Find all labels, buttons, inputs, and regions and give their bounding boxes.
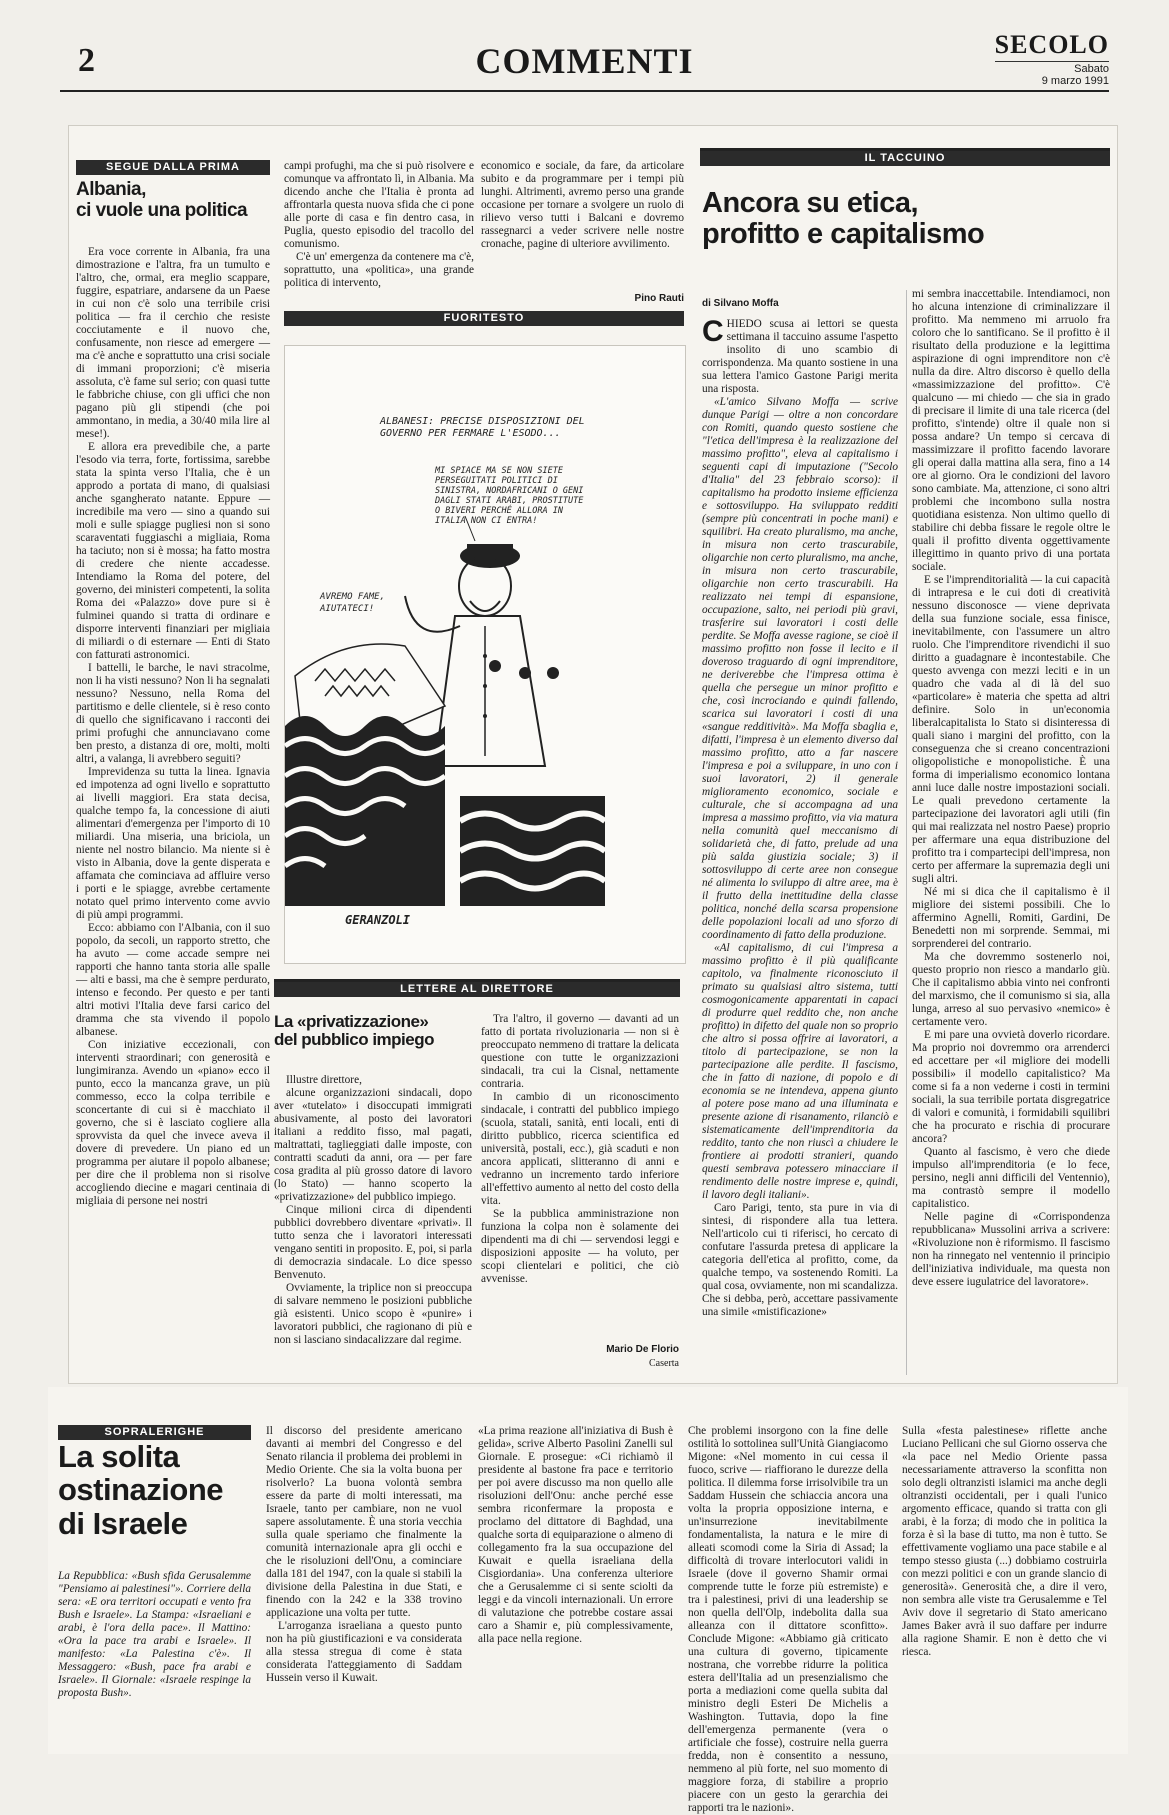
sopralerighe-paragraph: Il discorso del presidente americano davanti ai membri del Congresso e del Senato rilancia il problema dei problemi in Medio Oriente. Che sia la volta buona per risolverlo? La buona volontà sembra essere da parte di molti interessati, ma Israele, tanto per cambiare, non ne vuol sapere assolutamente. È una storia vecchia sulla quale speriamo che finalmente la comunità internazionale apra gli occhi e che le risoluzioni dell'Onu, a cominciare dalla 181 del 1947, con la quale si stabilì la divisione della Palestina in due Stati, e finendo con la 242 e la 338 trovino applicazione una volta per tutte.	[266, 1425, 462, 1619]
taccuino-paragraph: Caro Parigi, tento, sta pure in via di sintesi, di rispondere alla tua lettera. Nell'articolo cui ti riferisci, ho cercato di confutare l'assurda pretesa di applicare la categoria dell'etica al profitto, come, da qualche tempo, va sostenendo Romiti. La qual cosa, ovviamente, non mi scandalizza. Che si debba, però, accettare passivamente una simile «mistificazione»	[702, 1202, 898, 1318]
header-rule	[60, 90, 1109, 92]
cartoon-frame	[284, 345, 686, 964]
sopralerighe-paragraph: «La prima reazione all'iniziativa di Bush è gelida», scrive Alberto Pasolini Zanelli sul Giornale. E prosegue: «Ci richiamò il presidente al bastone fra pace e territorio per poi avere discusso ma non quello alle risoluzioni dell'Onu: anche perché esse sembra riconfermare la proposta e proclamo del dittatore di Baghdad, una qualche sorta di equiparazione o almeno di collegamento fra la sua occupazione del Kuwait e quella israeliana della Cisgiordania». Una conferenza ulteriore che a Gerusalemme ci si sente sciolti da leggi e da vincoli internazionali. Un errore di valutazione che potrebbe costare assai caro a Shamir e, più complessivamente, alla pace nella regione.	[478, 1425, 673, 1645]
taccuino-paragraph: Ma che dovremmo sostenerlo noi, questo proprio non riesco a mandarlo giù. Che il capitalismo abbia vinto nei confronti del marxismo, che il comunismo si sia, alla lunga, arreso al suo pervasivo «nemico» è certamente vero.	[912, 951, 1110, 1028]
lettere-column-2	[481, 1013, 679, 1338]
lettere-column-1	[274, 1074, 472, 1376]
sopralerighe-title-line2: ostinazione	[58, 1472, 224, 1508]
taccuino-kicker: IL TACCUINO	[700, 148, 1110, 166]
lettere-headline	[274, 1013, 474, 1050]
sopralerighe-kicker: SOPRALERIGHE	[58, 1425, 251, 1440]
newspaper-logo: SECOLO	[994, 30, 1109, 59]
albania-kicker: SEGUE DALLA PRIMA	[76, 160, 270, 175]
taccuino-paragraph: «Al capitalismo, di cui l'impresa a massimo profitto è il più qualificante capitolo, va finalmente riconosciuto il primato su qualsiasi altro sistema, tutti cosmogonicamente apparentati in capaci di produrre quel reddito che, non anche profitto) in difetto del quale non so proprio che altro si possa offrire ai lavoratori, a titolo di partecipazione, se non la partecipazione alle perdite. Il fascismo, che in fatto di nazione, di popolo e di economia se ne intendeva, appena giunto al potere pose mano ad una illuminata e presente azione di risanamento, rilanciò e sistematicamente dell'imprenditoria da reddito, tanto che non riuscì a chiudere le frontiere ai prodotti stranieri, quando questi sembrava potessero minacciare il rendimento delle nostre imprese e, quindi, il lavoro degli italiani».	[702, 942, 898, 1201]
taccuino-title-line2: profitto e capitalismo	[702, 218, 985, 251]
albania-paragraph: Era voce corrente in Albania, fra una dimostrazione e l'altra, fra un tumulto e l'altro, che, ormai, era meglio scappare, fuggire, espatriare, andarsene da un Paese in cui non c'è solo una terribile crisi politica — fra il cerchio che resiste cocciutamente e il nuovo che, confusamente, non riesce ad emergere — ma c'è anche e soprattutto una crisi sociale di immani proporzioni; c'è miseria assoluta, c'è fame sul serio; con quasi tutte le fabbriche chiuse, con gli uffici che non pagano più gli stipendi (che poi ammontano, in media, a 30/40 mila lire al mese!).	[76, 246, 270, 440]
sopralerighe-column-4	[688, 1425, 888, 1814]
taccuino-paragraph: Nelle pagine di «Corrispondenza repubblicana» Mussolini arriva a scrivere: «Rivoluzione non è riformismo. Il fascismo non ha rinnegato nel ventennio il principio dell'iniziativa individuale, ma questa non deve essere iugulatrice del lavoratore».	[912, 1211, 1110, 1288]
lettere-city: Caserta	[649, 1358, 679, 1369]
cartoon-caption-title: ALBANESI: PRECISE DISPOSIZIONI DEL GOVERNO PER FERMARE L'ESODO...	[380, 416, 585, 439]
taccuino-paragraph: «L'amico Silvano Moffa — scrive dunque Parigi — oltre a non concordare con Romiti, quando questo sostiene che "l'etica dell'impresa è la realizzazione del massimo profitto", eleva al capitalismo i seguenti capi di imputazione ("Secolo d'Italia" del 23 febbraio scorso): il capitalismo ha prodotto insieme efficienza e sottosviluppo. Ha sviluppato redditi (sempre più concentrati in poche mani) e squilibri. Ha creato pluralismo, ma anche, in misura non certo trascurabile, oligarchie non certo pluralismo, ma anche, in misura non certo trascurabile, oligarchie non certo trascurabili. Ha realizzato nei tempi di espansione, occupazione, salto, nei periodi più gravi, trasferire sui lavoratori i costi delle perdite. Se Moffa avesse ragione, se cioè il massimo profitto non fosse il lecito e il doveroso traguardo di ogni imprenditore, ne deriverebbe che l'impresa ottima è quella che persegue un minor profitto e che, così incrociando e quindi fallendo, scarica sui lavoratori i costi di una «sangue redditività». Ma Moffa sbaglia e, difatti, l'impresa è un elemento diverso dal massimo profitto, atto a far nascere l'impresa e poi a sviluppare, in uno con i suoi lavoratori, 2) il generale miglioramento economico, sociale e culturale, che si accompagna ad una impresa a massimo profitto, via via matura nella comunità quel meccanismo di solidarietà che, di fatto, prelude ad una più salda giustizia sociale; 3) il sottosviluppo di certe aree non consegue né alimenta lo sviluppo di altre aree, ma è il frutto della inettitudine della classe politica, nonché della scarsa propensione delle popolazioni locali ad uno sforzo di coordinamento di fatto della produzione.	[702, 396, 898, 941]
lettere-paragraph: Tra l'altro, il governo — davanti ad un fatto di portata rivoluzionaria — non si è preoccupato nemmeno di trattare la delicata questione con tutte le organizzazioni sindacali, tra cui la Cisnal, nettamente contraria.	[481, 1013, 679, 1090]
albania-headline	[76, 180, 270, 221]
lettere-paragraph: Illustre direttore,	[286, 1074, 362, 1086]
lettere-paragraph: Se la pubblica amministrazione non funziona la colpa non è solamente dei dipendenti ma di chi — servendosi leggi e disposizioni apposite — ha voluto, per scopi clientelari e politici, che ciò avvenisse.	[481, 1208, 679, 1285]
albania-paragraph: Con iniziative eccezionali, con interventi straordinari; con generosità e lungimiranza. Avendo un «piano» ecco il punto, ecco la mancanza grave, un più commesso, ecco la colpa terribile e sconcertante di cui si è macchiato il governo, che si è lasciato cogliere alla sprovvista da quel che invece aveva il dovere di prevedere. Un piano ed un programma per aiutare il popolo albanese; per dire che il problema non si risolve accogliendo diecine e magari centinaia di migliaia di persone nei nostri	[76, 1039, 270, 1207]
section-title: COMMENTI	[475, 41, 694, 81]
lettere-paragraph: Cinque milioni circa di dipendenti pubblici dovrebbero diventare «privati». Il tutto senza che i lavoratori interessati vengano sentiti in proposito. E, poi, si parla di democrazia sindacale. Lo dice spesso Benvenuto.	[274, 1204, 472, 1281]
albania-column-2	[284, 160, 474, 305]
albania-title-line2: ci vuole una politica	[76, 199, 248, 221]
sopralerighe-title-line1: La solita	[58, 1439, 180, 1474]
taccuino-column-2	[912, 288, 1110, 1378]
sopralerighe-paragraph: La Repubblica: «Bush sfida Gerusalemme "Pensiamo ai palestinesi"». Corriere della sera: «E ora territori occupati e vento fra Bush e Israele». La Stampa: «Israeliani e arabi, è l'ora della pace». Il Mattino: «Ora la pace tra arabi e Israele». Il manifesto: «La Palestina c'è». Il Messaggero: «Bush, pace fra arabi e Israele». Il Giornale: «Israele respinge la proposta Bush».	[58, 1570, 251, 1699]
albania-paragraph: I battelli, le barche, le navi stracolme, non li ha visti nessuno? Non li ha segnalati nessuno? Nessuno, nella Roma del partitismo e delle clientele, si è reso conto di quello che significavano i racconti dei primi profughi che annunciavano come ben presto, a distanza di ore, molti, molti altri, a valanga, li avrebbero seguiti?	[76, 662, 270, 765]
taccuino-paragraph: E mi pare una ovvietà doverlo ricordare. Ma proprio noi dovremmo ora arrenderci ed accettare per «il migliore dei modelli possibili» il modello capitalistico? Ma come si fa a non vederne i costi in termini sociali, la sua terribile portata disgregatrice di valori e comunità, i formidabili squilibri che ha procurato e rischia di procurare ancora?	[912, 1029, 1110, 1145]
albania-column-1	[76, 246, 270, 1376]
cartoon-body	[435, 616, 545, 766]
sopralerighe-column-5	[902, 1425, 1107, 1750]
sopralerighe-paragraph: Sulla «festa palestinese» riflette anche Luciano Pellicani che sul Giorno osserva che «la pace nel Medio Oriente passa necessariamente attraverso la sconfitta non solo degli oltranzisti islamici ma anche degli oltranzisti occidentali, per i quali l'unico argomento efficace, quando si tratta con gli arabi, è la forza; di modo che in politica la forza è sì la base di tutto, ma non è tutto. Se effettivamente vogliamo una pace stabile e al tempo stesso giusta (...) dobbiamo costruirla con mezzi politici e con un grande slancio di generosità». Generosità che, a dire il vero, non sembra alle viste tra Gerusalemme e Tel Aviv dove il segretario di Stato americano James Baker avrà il suo daffare per indurre alla ragione Shamir. E non è detto che vi riesca.	[902, 1425, 1107, 1658]
issue-date: 9 marzo 1991	[1041, 75, 1109, 87]
page-number: 2	[78, 42, 95, 79]
taccuino-dropcap: C	[702, 315, 724, 348]
taccuino-column-1	[702, 315, 898, 1378]
sopralerighe-paragraph: L'arroganza israeliana a questo punto non ha più giustificazioni e va considerata alla stessa stregua di come è stata considerata l'atteggiamento di Saddam Hussein verso il Kuwait.	[266, 1620, 462, 1684]
taccuino-paragraph: mi sembra inaccettabile. Intendiamoci, non ho alcuna intenzione di criminalizzare il profitto. Ma nemmeno mi arruolo fra coloro che lo santificano. Se il profitto è il risultato della produzione e la legittima aspirazione di ogni imprenditore non c'è nulla da dire. Altro discorso è quello della «massimizzazione del profitto». C'è qualcuno — mi chiedo — che sia in grado di precisare il limite di una tale ricerca (del profitto, s'intende) oltre il quale non si possa andare? Un tempo si cercava di massimizzare il profitto facendo lavorare gli operai dalla mattina alla sera, fino a 14 ore al giorno. Ora le condizioni del lavoro sono cambiate. Ma, attenzione, ci sono altri problemi che incombono sulla nostra quotidiana esistenza. Non ultimo quello di stabilire chi debba fissare le regole oltre le quali il profitto diventa oggettivamente illegittimo in quanto privo di una portata sociale.	[912, 288, 1110, 573]
lettere-paragraph: alcune organizzazioni sindacali, dopo aver «tutelato» i disoccupati immigrati abusivamente, al posto dei lavoratori italiani a reddito fisso, mal pagati, maltrattati, taglieggiati dalle imposte, con contratti scaduti da anni, ora — per fare cosa gradita al più grosso datore di lavoro (lo Stato) — hanno scoperto la «privatizzazione» del pubblico impiego.	[274, 1087, 472, 1203]
fuoritesto-kicker: FUORITESTO	[284, 311, 684, 326]
albania-column-3	[481, 160, 684, 280]
albania-paragraph: Ecco: abbiamo con l'Albania, con il suo popolo, da secoli, un rapporto stretto, che ha avuto — come accade sempre nei rapporti che hanno tanta storia alle spalle — alti e bassi, ma che è sempre perdurato, intenso e fecondo. Per questo e per tanti altri motivi l'Italia deve farsi carico del dramma che sta vivendo il popolo albanese.	[76, 922, 270, 1038]
taccuino-title-line1: Ancora su etica,	[702, 187, 919, 219]
lettere-title-line1: La «privatizzazione»	[274, 1012, 429, 1031]
sopralerighe-column-2	[266, 1425, 462, 1750]
taccuino-headline	[702, 188, 1102, 251]
sopralerighe-headline	[58, 1440, 258, 1540]
sopralerighe-paragraph: Che problemi insorgono con la fine delle ostilità lo sottolinea sull'Unità Giangiacomo Migone: «Nel momento in cui cessa il fuoco, scrive — riaffiorano le durezze della politica. Il dilemma forse irrisolvibile tra un Saddam Hussein che schiaccia ancora una volta la propria opposizione interna, e un'insurrezione inevitabilmente fondamentalista, la natura e le mire di alleati scomodi come la Siria di Assad; la difficoltà di trovare interlocutori validi in Israele (dove il governo Shamir ormai comprende tutte le forze più estremiste) e tra i palestinesi, privi di una leadership se non quella dell'Olp, indebolita dalla sua alleanza con il dittatore sconfitto». Conclude Migone: «Abbiamo già criticato una cultura di governo, tipicamente nostrana, che vorrebbe ridurre la politica estera dell'Italia ad un presenzialismo che porta a mediazioni come quella subita dal ministro degli Esteri De Michelis a Washington. Tuttavia, dopo la fine dell'emergenza permanente (vera o artificiale che fosse), costruire nella guerra fredda, non è consentito a nessuno, nemmeno al più forte, nel suo momento di maggiore forza, di stabilire a proprio piacere con un gesto la gerarchia dei rapporti tra le nazioni».	[688, 1425, 888, 1814]
sopralerighe-column-3	[478, 1425, 673, 1750]
masthead	[995, 30, 1109, 87]
lettere-signature: Mario De Florio	[606, 1344, 679, 1355]
cartoon-signature: GERANZOLI	[345, 913, 411, 927]
albania-author: Pino Rauti	[634, 293, 684, 304]
albania-title-line1: Albania,	[76, 179, 146, 200]
albania-paragraph: Imprevidenza su tutta la linea. Ignavia ed impotenza ad ogni livello e soprattutto ai livelli maggiori. Era stata decisa, qualche tempo fa, la concessione di aiuti alimentari d'emergenza per l'importo di 10 miliardi. Una miseria, una briciola, un niente nel nostro bilancio. Ma niente si è visto in Albania, dove la gente disperata e affamata che cominciava ad affluire verso i porti e le spiagge, avrebbe certamente notato quel primo intervento come avvio di più ampi programmi.	[76, 766, 270, 921]
cartoon-speech-refugees: AVREMO FAME, AIUTATECI!	[320, 592, 386, 614]
lettere-kicker: LETTERE AL DIRETTORE	[274, 979, 680, 997]
taccuino-column-rule	[906, 290, 907, 1375]
albania-paragraph: E allora era prevedibile che, a parte l'esodo via terra, forte, fortissima, sarebbe stata la spinta verso l'Italia, che è un approdo a portata di mano, di qualsiasi anche sgangherato natante. Eppure — incredibile ma vero — sino a quando sui moli e sulle spiagge pugliesi non si sono scaraventati fuggiaschi a migliaia, Roma ha taciuto; non si è mossa; ha fatto mostra di credere che niente accadesse. Intendiamo la Roma del potere, del governo, dei ministeri competenti, la solita Roma dei «Palazzo» dove pure si è fulminei quando si tratta di ordinare e disporre interventi finanziari per migliaia di miliardi o di esternare — Enti di Stato con fatturati astronomici.	[76, 441, 270, 661]
lettere-paragraph: In cambio di un riconoscimento sindacale, i contratti del pubblico impiego (scuola, statali, sanità, enti locali, enti di diritto pubblico, ricerca scientifica ed università, postali, ecc.), già scaduti e non ancora applicati, slitteranno di anni e vedranno un incremento tardo inferiore all'effettivo aumento al netto del costo della vita.	[481, 1091, 679, 1207]
taccuino-paragraph: Quanto al fascismo, è vero che diede impulso all'imprenditoria (e lo fece, persino, negli anni difficili del Ventennio), ma contrastò sempre il modello capitalistico.	[912, 1146, 1110, 1210]
issue-day: Sabato	[1074, 63, 1109, 75]
sopralerighe-title-line3: di Israele	[58, 1505, 188, 1541]
taccuino-paragraph: HIEDO scusa ai lettori se questa settimana il taccuino assume l'aspetto insolito di uno scambio di corrispondenza. Ma quanto sostiene in una sua lettera l'amico Gastone Parigi merita una risposta.	[702, 318, 898, 395]
lettere-paragraph: Ovviamente, la triplice non si preoccupa di salvare nemmeno le posizioni pubbliche già esistenti. Unico scopo è «punire» i lavoratori pubblici, che ragionano di più e non si lasciano sindacalizzare dal regime.	[274, 1282, 472, 1346]
taccuino-byline: di Silvano Moffa	[702, 298, 779, 309]
albania-paragraph: economico e sociale, da fare, da articolare subito e da programmare per i tempi più lunghi. Altrimenti, avremo perso una grande occasione per tornare a svolgere un ruolo di rilievo verso tutti i Balcani e dovremo rassegnarci a veder scrivere nelle nostre cronache, pagine di ulteriore avvilimento.	[481, 160, 684, 250]
cartoon-speech-officer: MI SPIACE MA SE NON SIETE PERSEGUITATI POLITICI DI SINISTRA, NORDAFRICANI O GENI DAGLI STATI ARABI, PROSTITUTE O BIVERI PERCHÉ ALLORA IN ITALIA NON CI ENTRA!	[435, 466, 584, 526]
sopralerighe-column-1	[58, 1570, 251, 1750]
albania-paragraph: campi profughi, ma che si può risolvere e comunque va affrontato lì, in Albania. Ma dicendo anche che l'Italia è pronta ad affrontarla questa nuova sfida che ci pone alle porte di casa e fin dentro casa, in Puglia, questo episodio del tracollo del comunismo.	[284, 160, 474, 250]
taccuino-paragraph: E se l'imprenditorialità — la cui capacità di intrapresa e le cui doti di creatività nessuno disconosce — viene deprivata della sua funzione sociale, essa finisce, inevitabilmente, con l'assumere un altro ruolo. Che l'imprenditore rivendichi il suo diritto a guadagnare è incontestabile. Che questo avvenga con mezzi leciti e in un quadro che vada al di là del suo «particolare» è materia che spetta ad altri definire. Solo in un'economia liberalcapitalista lo Stato si disinteressa di quali siano i margini del profitto, con la conseguenza che si creano concentrazioni oligopolistiche e monopolistiche. È una forma di imperialismo economico lontana anni luce dalle nostre impostazioni sociali. Le quali prevedono certamente la partecipazione dei lavoratori agli utili (fin qui mai realizzata nel nostro Paese) proprio per affermare una equa distribuzione del profitto tra i compartecipi dell'impresa, non certo per affermare la supremazia degli uni sugli altri.	[912, 574, 1110, 885]
taccuino-paragraph: Né mi si dica che il capitalismo è il migliore dei sistemi possibili. Che lo affermino Agnelli, Romiti, Gardini, De Benedetti non mi sorprende. Semmai, mi sorprenderei del contrario.	[912, 886, 1110, 950]
albania-paragraph: C'è un' emergenza da contenere ma c'è, soprattutto, una «politica», una grande politica di intervento,	[284, 251, 474, 289]
lettere-title-line2: del pubblico impiego	[274, 1030, 434, 1050]
